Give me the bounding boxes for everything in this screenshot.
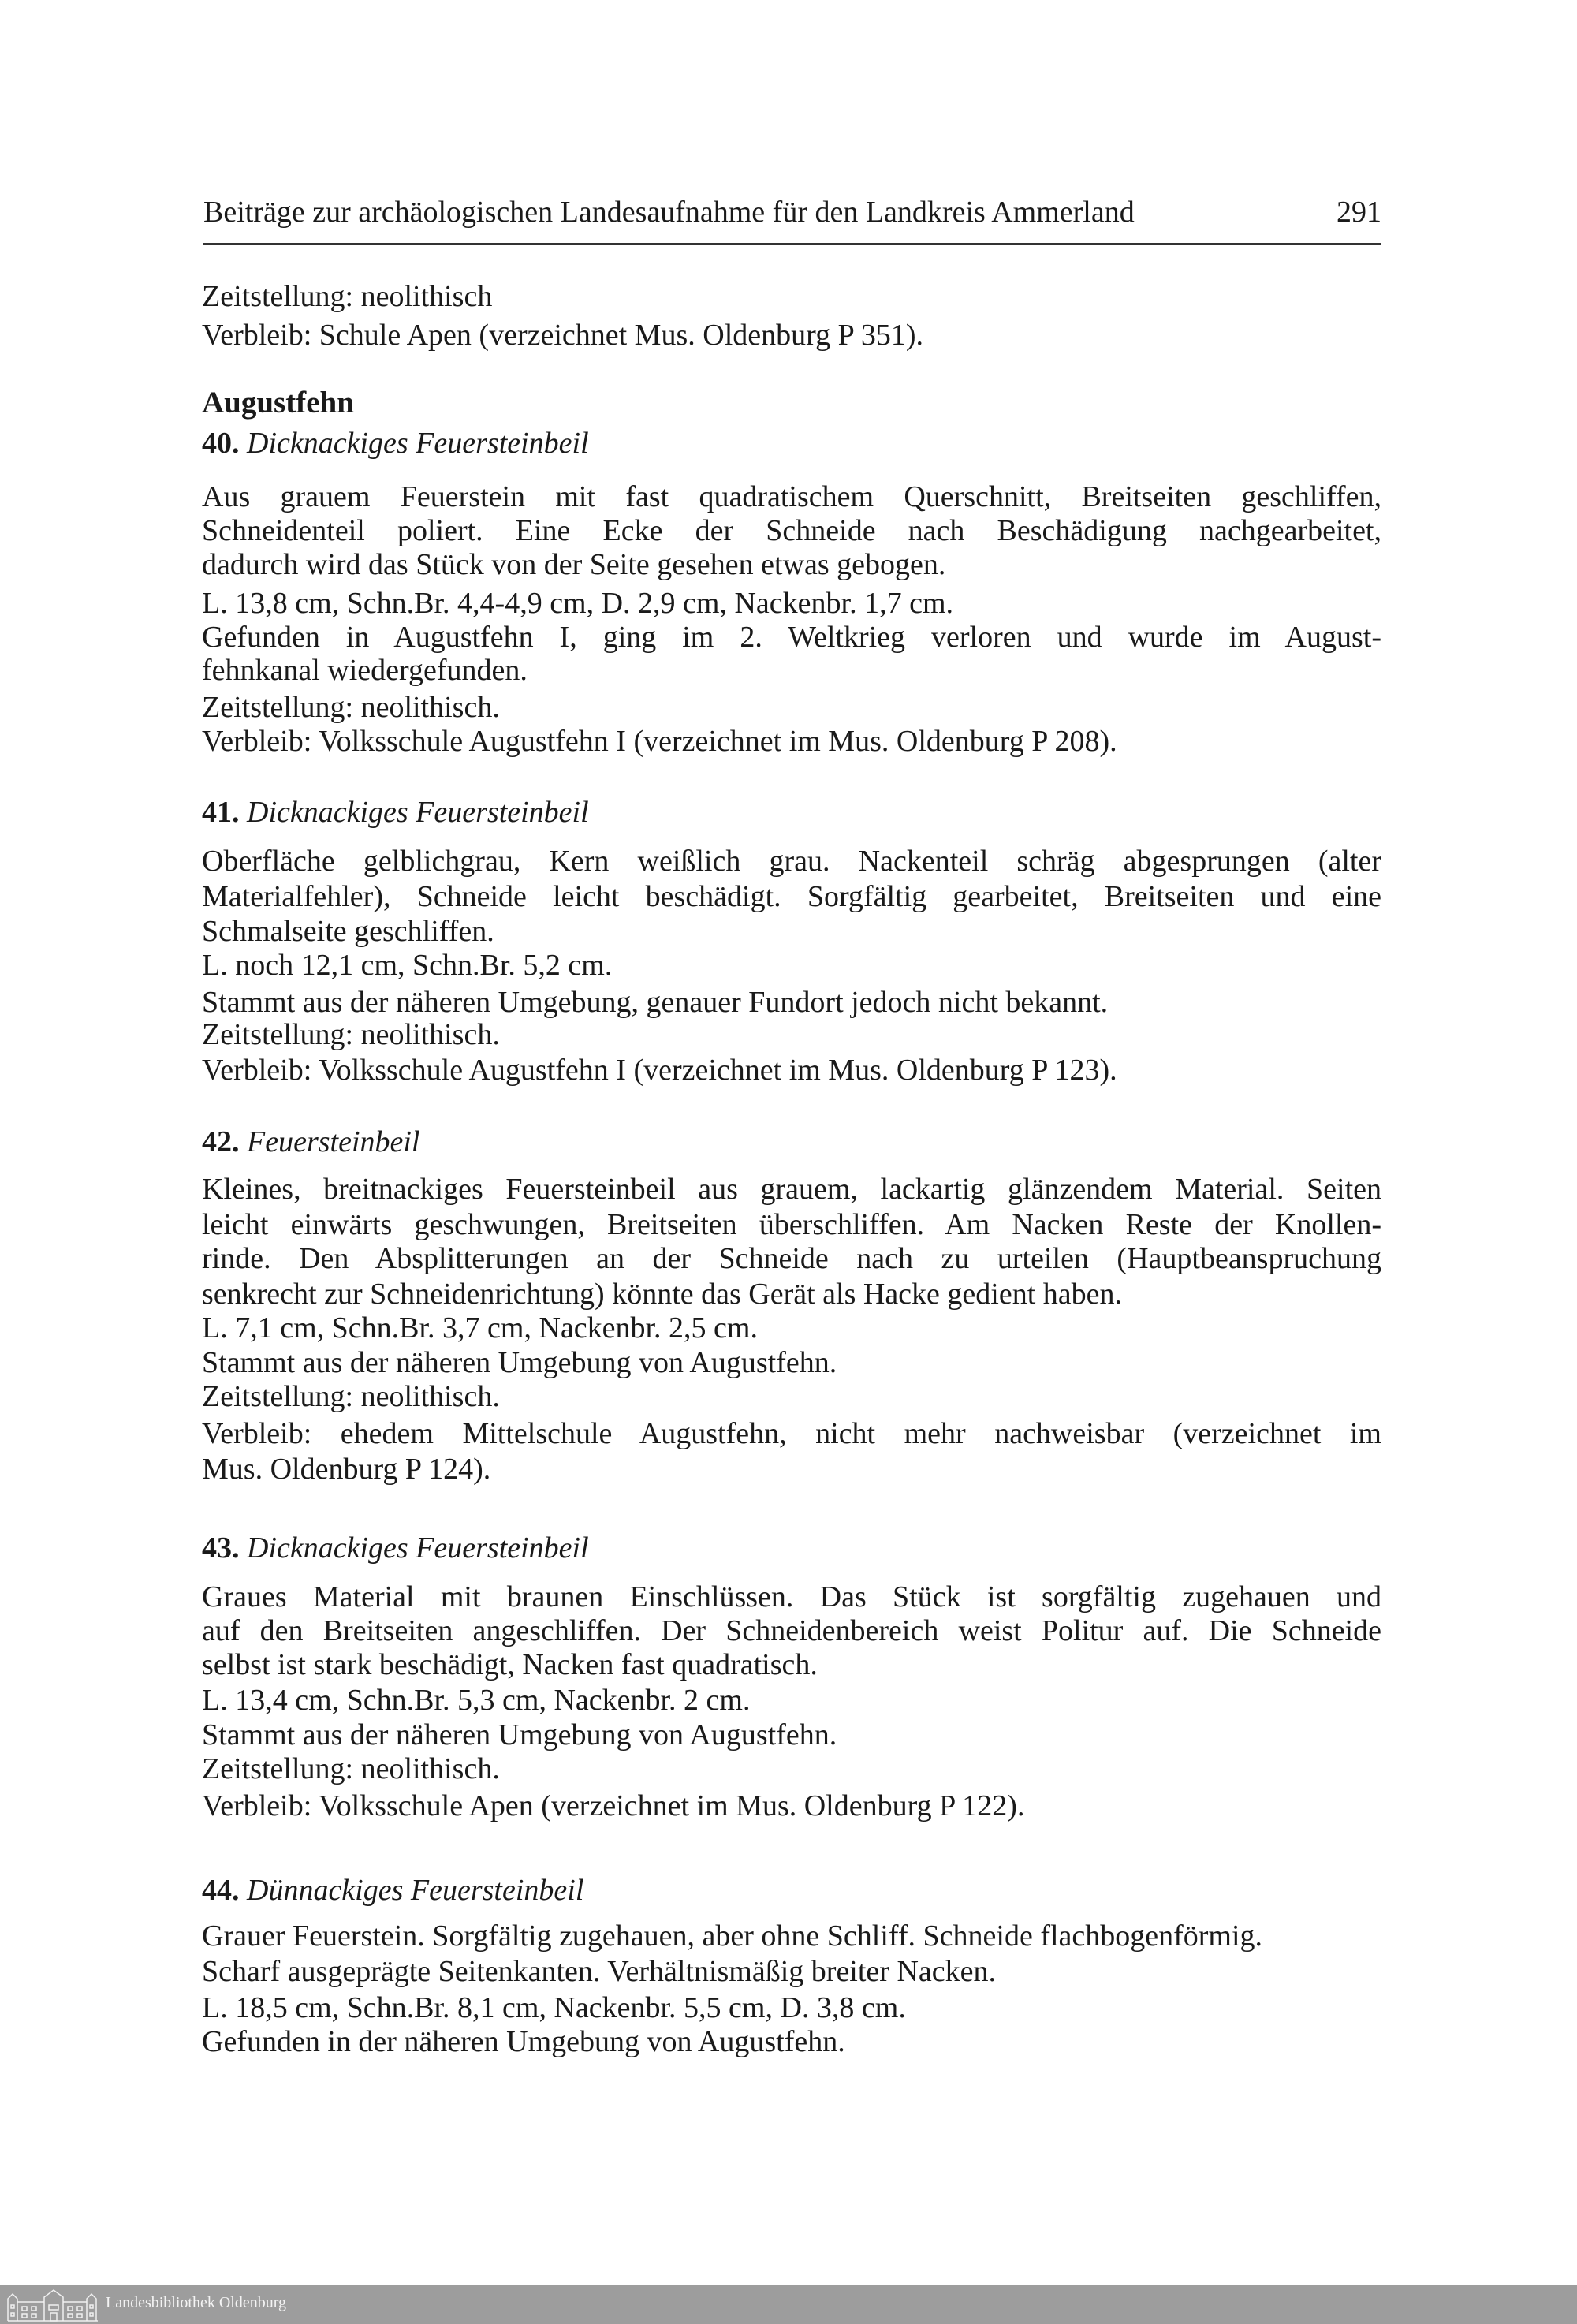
entry-text-line: Zeitstellung: neolithisch.: [202, 1752, 500, 1785]
entry-number: 40.: [202, 427, 240, 460]
entry-text-line: Gefunden in Augustfehn I, ging im 2. Weltkrieg verloren und wurde im August-: [202, 621, 1381, 654]
entry-title: Dicknackiges Feuersteinbeil: [247, 1531, 589, 1565]
entry-text-line: Verbleib: ehedem Mittelschule Augustfehn, nicht mehr nachweisbar (verzeichnet im: [202, 1417, 1381, 1450]
running-header-title: Beiträge zur archäologischen Landesaufnahme für den Landkreis Ammerland: [203, 196, 1135, 229]
entry-text-line: L. 18,5 cm, Schn.Br. 8,1 cm, Nackenbr. 5,5 cm, D. 3,8 cm.: [202, 1991, 906, 2024]
entry-number: 41.: [202, 796, 240, 829]
entry-text-line: Verbleib: Volksschule Augustfehn I (verzeichnet im Mus. Oldenburg P 208).: [202, 725, 1117, 758]
entry-text-line: Oberfläche gelblichgrau, Kern weißlich grau. Nackenteil schräg abgesprungen (alter: [202, 845, 1381, 878]
entry-title: Dicknackiges Feuersteinbeil: [247, 796, 589, 829]
entry-text-line: Zeitstellung: neolithisch.: [202, 1018, 500, 1051]
entry-text-line: Aus grauem Feuerstein mit fast quadratischem Querschnitt, Breitseiten geschliffen,: [202, 480, 1381, 513]
entry-text-line: Zeitstellung: neolithisch.: [202, 691, 500, 724]
entry-number: 42.: [202, 1125, 240, 1158]
entry-text-line: Mus. Oldenburg P 124).: [202, 1453, 491, 1486]
entry-title: Feuersteinbeil: [247, 1125, 420, 1158]
entry-text-line: Zeitstellung: neolithisch.: [202, 1380, 500, 1413]
entry-heading: [202, 795, 1381, 830]
prelude-line: Verbleib: Schule Apen (verzeichnet Mus. Oldenburg P 351).: [202, 319, 923, 352]
entry-text-line: Schneidenteil poliert. Eine Ecke der Schneide nach Beschädigung nachgearbeitet,: [202, 514, 1381, 547]
entry-text-line: dadurch wird das Stück von der Seite gesehen etwas gebogen.: [202, 548, 946, 581]
place-heading: Augustfehn: [202, 386, 354, 420]
library-building-logo: [5, 2288, 101, 2322]
page-number: 291: [1337, 196, 1381, 229]
entry-text-line: rinde. Den Absplitterungen an der Schneide nach zu urteilen (Hauptbeanspruchung: [202, 1242, 1381, 1275]
header-rule: [203, 243, 1381, 245]
entry-text-line: Kleines, breitnackiges Feuersteinbeil aus grauem, lackartig glänzendem Material. Seiten: [202, 1173, 1381, 1206]
entry-text-line: Stammt aus der näheren Umgebung, genauer Fundort jedoch nicht bekannt.: [202, 986, 1109, 1019]
entry-text-line: senkrecht zur Schneidenrichtung) könnte das Gerät als Hacke gedient haben.: [202, 1278, 1122, 1311]
entry-text-line: Verbleib: Volksschule Apen (verzeichnet im Mus. Oldenburg P 122).: [202, 1789, 1025, 1822]
entry-text-line: Schmalseite geschliffen.: [202, 915, 494, 948]
prelude-line: Zeitstellung: neolithisch: [202, 280, 493, 313]
entry-heading: [202, 1873, 1381, 1908]
footer-bar: [0, 2285, 1577, 2324]
entry-text-line: leicht einwärts geschwungen, Breitseiten überschliffen. Am Nacken Reste der Knollen-: [202, 1208, 1381, 1241]
entry-text-line: Scharf ausgeprägte Seitenkanten. Verhältnismäßig breiter Nacken.: [202, 1955, 996, 1988]
entry-text-line: Grauer Feuerstein. Sorgfältig zugehauen, aber ohne Schliff. Schneide flachbogenförmig.: [202, 1919, 1263, 1953]
entry-text-line: Stammt aus der näheren Umgebung von Augustfehn.: [202, 1346, 837, 1379]
entry-text-line: L. 13,4 cm, Schn.Br. 5,3 cm, Nackenbr. 2 cm.: [202, 1684, 751, 1717]
entry-text-line: Gefunden in der näheren Umgebung von Augustfehn.: [202, 2025, 845, 2058]
library-name: Landesbibliothek Oldenburg: [106, 2294, 287, 2311]
entry-text-line: Stammt aus der näheren Umgebung von Augustfehn.: [202, 1718, 837, 1751]
entry-text-line: Materialfehler), Schneide leicht beschädigt. Sorgfältig gearbeitet, Breitseiten und eine: [202, 880, 1381, 913]
entry-text-line: L. 13,8 cm, Schn.Br. 4,4-4,9 cm, D. 2,9 cm, Nackenbr. 1,7 cm.: [202, 587, 954, 620]
running-header: [203, 193, 1381, 231]
entry-heading: [202, 426, 1381, 461]
entry-text-line: L. 7,1 cm, Schn.Br. 3,7 cm, Nackenbr. 2,5 cm.: [202, 1311, 758, 1345]
entry-text-line: Verbleib: Volksschule Augustfehn I (verzeichnet im Mus. Oldenburg P 123).: [202, 1054, 1117, 1087]
entry-text-line: Graues Material mit braunen Einschlüssen. Das Stück ist sorgfältig zugehauen und: [202, 1580, 1381, 1613]
entry-number: 44.: [202, 1874, 240, 1907]
entry-number: 43.: [202, 1531, 240, 1565]
entry-text-line: fehnkanal wiedergefunden.: [202, 654, 528, 687]
entry-title: Dünnackiges Feuersteinbeil: [247, 1874, 584, 1907]
entry-title: Dicknackiges Feuersteinbeil: [247, 427, 589, 460]
entry-text-line: auf den Breitseiten angeschliffen. Der Schneidenbereich weist Politur auf. Die Schneide: [202, 1614, 1381, 1647]
entry-text-line: selbst ist stark beschädigt, Nacken fast quadratisch.: [202, 1648, 818, 1681]
entry-text-line: L. noch 12,1 cm, Schn.Br. 5,2 cm.: [202, 949, 613, 982]
entry-heading: [202, 1531, 1381, 1565]
entry-heading: [202, 1125, 1381, 1159]
